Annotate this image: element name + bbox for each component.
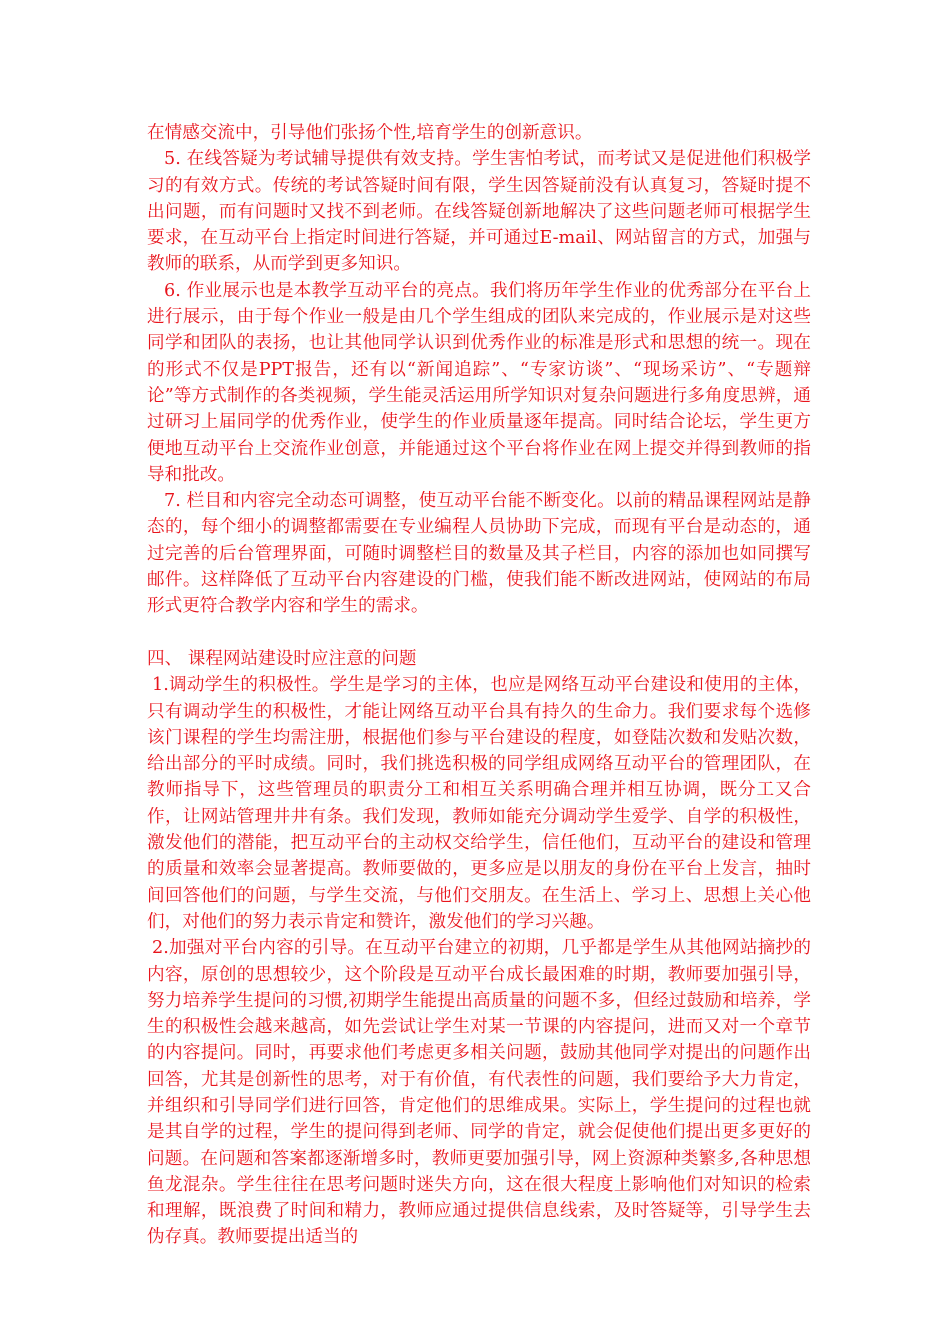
paragraph-item-7: 7. 栏目和内容完全动态可调整，使互动平台能不断变化。以前的精品课程网站是静态的，每个细小的调整都需要在专业编程人员协助下完成，而现有平台是动态的，通过完善的后台管理界面，可随时调整栏目的数量及其子栏目，内容的添加也如同撰写邮件。这样降低了互动平台内容建设的门槛，使我们能不断改进网站，使网站的布局形式更符合教学内容和学生的需求。 bbox=[147, 491, 811, 617]
paragraph-section4-item-1: 1.调动学生的积极性。学生是学习的主体，也应是网络互动平台建设和使用的主体，只有调动学生的积极性，才能让网络互动平台具有持久的生命力。我们要求每个选修该门课程的学生均需注册，根据他们参与平台建设的程度，如登陆次数和发贴次数，给出部分的平时成绩。同时，我们挑选积极的同学组成网络互动平台的管理团队，在教师指导下，这些管理员的职责分工和相互关系明确合理并相互协调，既分工又合作，让网站管理井井有条。我们发现，教师如能充分调动学生爱学、自学的积极性，激发他们的潜能，把互动平台的主动权交给学生，信任他们，互动平台的建设和管理的质量和效率会显著提高。教师要做的，更多应是以朋友的身份在平台上发言，抽时间回答他们的问题，与学生交流，与他们交朋友。在生活上、学习上、思想上关心他们，对他们的努力表示肯定和赞许，激发他们的学习兴趣。 bbox=[147, 675, 811, 932]
document-body bbox=[147, 120, 811, 1251]
paragraph-item-5: 5. 在线答疑为考试辅导提供有效支持。学生害怕考试，而考试又是促进他们积极学习的有效方式。传统的考试答疑时间有限，学生因答疑前没有认真复习，答疑时提不出问题，而有问题时又找不到老师。在线答疑创新地解决了这些问题老师可根据学生要求，在互动平台上指定时间进行答疑，并可通过E-mail、网站留言的方式，加强与教师的联系，从而学到更多知识。 bbox=[147, 149, 811, 275]
paragraph-item-6: 6. 作业展示也是本教学互动平台的亮点。我们将历年学生作业的优秀部分在平台上进行展示，由于每个作业一般是由几个学生组成的团队来完成的，作业展示是对这些同学和团队的表扬，也让其他同学认识到优秀作业的标准是形式和思想的统一。现在的形式不仅是PPT报告，还有以“新闻追踪”、“专家访谈”、“现场采访”、“专题辩论”等方式制作的各类视频，学生能灵活运用所学知识对复杂问题进行多角度思辨，通过研习上届同学的优秀作业，使学生的作业质量逐年提高。同时结合论坛，学生更方便地互动平台上交流作业创意，并能通过这个平台将作业在网上提交并得到教师的指导和批改。 bbox=[147, 280, 811, 485]
paragraph-continuation: 在情感交流中，引导他们张扬个性,培育学生的创新意识。 bbox=[147, 123, 593, 143]
paragraph-section4-item-2: 2.加强对平台内容的引导。在互动平台建立的初期，几乎都是学生从其他网站摘抄的内容，原创的思想较少，这个阶段是互动平台成长最困难的时期，教师要加强引导，努力培养学生提问的习惯,初期学生能提出高质量的问题不多，但经过鼓励和培养，学生的积极性会越来越高，如先尝试让学生对某一节课的内容提问，进而又对一个章节的内容提问。同时，再要求他们考虑更多相关问题，鼓励其他同学对提出的问题作出回答，尤其是创新性的思考，对于有价值，有代表性的问题，我们要给予大力肯定，并组织和引导同学们进行回答，肯定他们的思维成果。实际上，学生提问的过程也就是其自学的过程，学生的提问得到老师、同学的肯定，就会促使他们提出更多更好的问题。在问题和答案都逐渐增多时，教师更要加强引导，网上资源种类繁多,各种思想鱼龙混杂。学生往往在思考问题时迷失方向，这在很大程度上影响他们对知识的检索和理解，既浪费了时间和精力，教师应通过提供信息线索，及时答疑等，引导学生去伪存真。教师要提出适当的 bbox=[147, 938, 811, 1248]
section-heading: 四、 课程网站建设时应注意的问题 bbox=[147, 648, 417, 669]
